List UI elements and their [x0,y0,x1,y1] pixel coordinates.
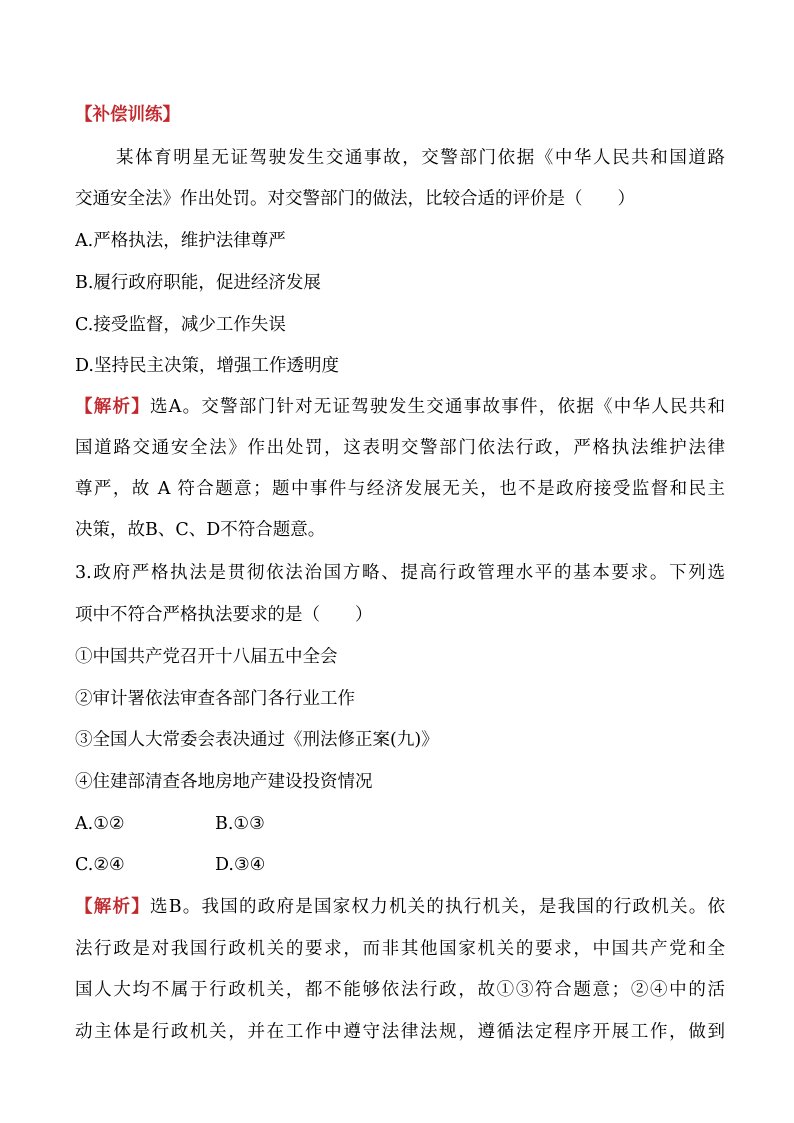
statement-2: ②审计署依法审查各部门各行业工作 [75,689,355,709]
option-a: A.①② [75,814,125,834]
statement-3: ③全国人大常委会表决通过《刑法修正案(九)》 [75,730,439,750]
analysis-text: 选A。交警部门针对无证驾驶发生交通事故事件，依据《中华人民共和 [149,397,725,417]
option-c: C.②④ [75,855,125,875]
analysis-line: 决策，故B、C、D不符合题意。 [75,520,326,540]
option-a: A.严格执法，维护法律尊严 [75,231,286,251]
analysis-text: 选B。我国的政府是国家权力机关的执行机关，是我国的行政机关。依 [149,897,725,917]
question-line: 交通安全法》作出处罚。对交警部门的做法，比较合适的评价是（ ） [75,189,635,209]
option-d: D.坚持民主决策，增强工作透明度 [75,356,339,376]
supplementary-training-tag: 【补偿训练】 [75,105,180,125]
options-row [75,812,265,836]
analysis-line: 法行政是对我国行政机关的要求，而非其他国家机关的要求，中国共产党和全 [75,939,725,959]
analysis-tag: 【解析】 [75,897,150,917]
analysis-line: 国道路交通安全法》作出处罚，这表明交警部门依法行政，严格执法维护法律 [75,438,725,458]
statement-1: ①中国共产党召开十八届五中全会 [75,647,338,667]
analysis-line: 尊严，故 A 符合题意；题中事件与经济发展无关，也不是政府接受监督和民主 [75,479,725,499]
analysis-line: 动主体是行政机关，并在工作中遵守法律法规，遵循法定程序开展工作，做到 [75,1022,725,1042]
option-b: B.①③ [215,814,265,834]
option-c: C.接受监督，减少工作失误 [75,315,286,335]
analysis-line [75,395,725,419]
question-line: 3.政府严格执法是贯彻依法治国方略、提高行政管理水平的基本要求。下列选 [75,563,725,583]
question-line: 某体育明星无证驾驶发生交通事故，交警部门依据《中华人民共和国道路 [116,148,725,168]
question-line: 项中不符合严格执法要求的是（ ） [75,605,373,625]
analysis-line: 国人大均不属于行政机关，都不能够依法行政，故①③符合题意；②④中的活 [75,980,725,1000]
options-row [75,853,266,877]
option-b: B.履行政府职能，促进经济发展 [75,273,321,293]
analysis-line [75,895,725,919]
analysis-tag: 【解析】 [75,397,150,417]
option-d: D.③④ [215,855,266,875]
statement-4: ④住建部清查各地房地产建设投资情况 [75,772,373,792]
